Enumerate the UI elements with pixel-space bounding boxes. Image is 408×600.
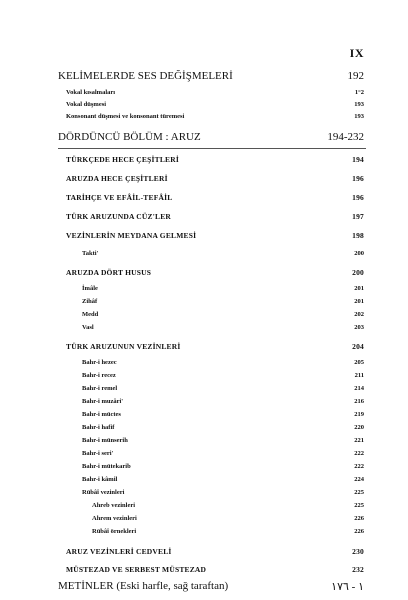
toc-entry-page: 220 (354, 424, 364, 431)
toc-entry-page: 221 (354, 437, 364, 444)
toc-entry-label: TÜRKÇEDE HECE ÇEŞİTLERİ (66, 155, 179, 164)
toc-entry-page: 216 (354, 398, 364, 405)
toc-entry-label: TARİHÇE VE EFÂİL-TEFÂİL (66, 193, 173, 202)
toc-entry-page: 200 (354, 250, 364, 257)
toc-entry-label: İmâle (82, 285, 98, 292)
toc-entry-label: ARUZDA HECE ÇEŞİTLERİ (66, 174, 168, 183)
toc-entry-label: Bahr-i remel (82, 385, 118, 392)
toc-entry-label: Bahr-i hafif (82, 424, 115, 431)
toc-entry-page: 225 (354, 502, 364, 509)
toc-entry-page: 201 (354, 285, 364, 292)
toc-entry-page: 214 (354, 385, 364, 392)
toc-entry-page: 196 (352, 193, 364, 202)
toc-entry-label: Bahr-i müctes (82, 411, 121, 418)
toc-entry-page: 226 (354, 528, 364, 535)
toc-entry-label: METİNLER (Eski harfle, sağ taraftan) (58, 580, 229, 592)
toc-entry-page: 198 (352, 231, 364, 240)
toc-entry-label: Bahr-i mütekarib (82, 463, 131, 470)
toc-entry-label: TÜRK ARUZUNDA CÜZ'LER (66, 212, 172, 221)
toc-entry-page: 196 (352, 174, 364, 183)
toc-entry-page: 203 (354, 324, 364, 331)
toc-entry-label: VEZİNLERİN MEYDANA GELMESİ (66, 231, 197, 240)
toc-entry-label: Bahr-i münserih (82, 437, 128, 444)
toc-entry-page: 200 (352, 268, 364, 277)
toc-entry-page: 194 (352, 155, 364, 164)
page-number: IX (349, 46, 364, 60)
toc-entry-page: 226 (354, 515, 364, 522)
toc-entry-label: DÖRDÜNCÜ BÖLÜM : ARUZ (58, 131, 201, 143)
toc-entry-page: 194-232 (327, 131, 364, 143)
toc-entry-page: 201 (354, 298, 364, 305)
toc-entry-label: Bahr-i hezec (82, 359, 117, 366)
toc-entry-page: 219 (354, 411, 364, 418)
toc-entry-page: 197 (352, 212, 364, 221)
divider-rule (58, 148, 366, 149)
toc-entry-page: 211 (354, 372, 364, 379)
toc-entry-page: 204 (352, 342, 364, 351)
toc-entry-page: 205 (354, 359, 364, 366)
toc-entry-page: 222 (354, 463, 364, 470)
toc-entry-label: Bahr-i recez (82, 372, 116, 379)
toc-entry-label: Vasl (82, 324, 94, 331)
toc-entry-page: 193 (354, 113, 364, 120)
toc-entry-page: 193 (354, 101, 364, 108)
toc-entry-page: 224 (354, 476, 364, 483)
toc-entry-page: 202 (354, 311, 364, 318)
toc-entry-page: 1°2 (354, 89, 364, 96)
toc-entry-page: 225 (354, 489, 364, 496)
toc-entry-page: 230 (352, 547, 364, 556)
toc-entry-page: ١ - ١٧٦ (331, 581, 364, 593)
toc-entry-label: Ahreb vezinleri (92, 502, 136, 509)
toc-entry-page: 192 (347, 70, 364, 82)
toc-entry-label: Ahrem vezinleri (92, 515, 137, 522)
toc-entry-page: 232 (352, 565, 364, 574)
toc-entry-label: Bahr-i seri' (82, 450, 114, 457)
toc-entry-label: Konsonant düşmesi ve konsonant türemesi (66, 113, 185, 120)
toc-entry-label: ARUZDA DÖRT HUSUS (66, 268, 152, 277)
toc-entry-label: KELİMELERDE SES DEĞİŞMELERİ (58, 70, 233, 82)
toc-entry-label: Zihâf (82, 298, 98, 305)
toc-entry-label: Rübâî vezinleri (82, 489, 125, 496)
toc-entry-label: Bahr-i kâmil (82, 476, 118, 483)
toc-entry-label: Vokal düşmesi (66, 101, 107, 108)
toc-entry-label: TÜRK ARUZUNUN VEZİNLERİ (66, 342, 181, 351)
toc-entry-label: Takti' (82, 250, 99, 257)
toc-entry-label: ARUZ VEZİNLERİ CEDVELİ (66, 547, 172, 556)
toc-entry-label: Rübâî örnekleri (92, 528, 137, 535)
toc-entry-label: Bahr-i muzâri' (82, 398, 124, 405)
toc-entry-label: MÜSTEZAD VE SERBEST MÜSTEZAD (66, 565, 207, 574)
toc-entry-page: 222 (354, 450, 364, 457)
toc-entry-label: Vokal kısalmaları (66, 89, 116, 96)
toc-entry-label: Medd (82, 311, 99, 318)
